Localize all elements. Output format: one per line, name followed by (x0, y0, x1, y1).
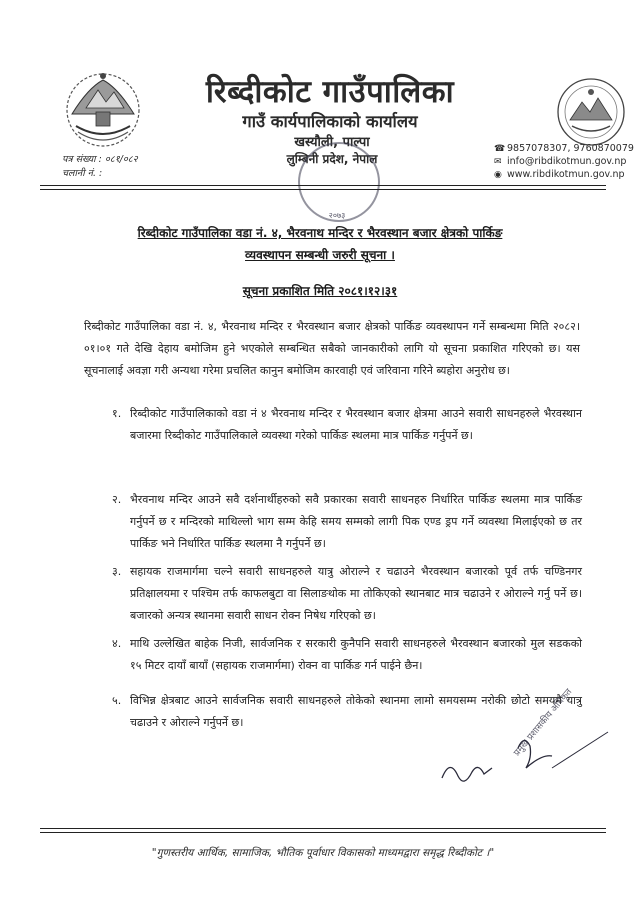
signatory-title: प्रमुख प्रशासकीय अधिकृत (512, 687, 575, 759)
dispatch-number: चलानी नं. : (62, 168, 103, 179)
item-number: ३. (112, 565, 122, 578)
item-number: ४. (112, 637, 122, 650)
contact-email (494, 156, 626, 167)
item-number: ५. (112, 694, 122, 707)
office-name: गाउँ कार्यपालिकाको कार्यालय (242, 112, 418, 131)
phone-text: 9857078307, 9760870079 (507, 143, 634, 154)
contact-phone (494, 143, 634, 154)
reference-number: पत्र संख्या : ०८१/०८२ (62, 154, 138, 165)
item-number: २. (112, 493, 122, 506)
item-text: माथि उल्लेखित बाहेक निजी, सार्वजनिक र सरकारी कुनैपनि सवारी साधनहरुले भैरवस्थान बजारको मुल सडकको १५ मिटर दायाँ बायाँ (सहायक राजमार्गमा) रोक्न वा पार्किङ गर्न पाईने छैन। (130, 637, 582, 672)
address-line-2: लुम्बिनी प्रदेश, नेपाल (286, 152, 378, 166)
website-text: www.ribdikotmun.gov.np (507, 169, 625, 180)
footer-divider (40, 828, 606, 829)
notice-title-line-2: व्यवस्थापन सम्बन्धी जरुरी सूचना । (245, 248, 395, 262)
address-line-1: खस्यौली, पाल्पा (294, 135, 370, 150)
footer-divider-thin (40, 832, 606, 833)
mail-icon: ✉ (494, 157, 502, 167)
item-text: भैरवनाथ मन्दिर आउने सवै दर्शनार्थीहरुको सवै प्रकारका सवारी साधनहरु निर्धारित पार्किङ स्थलमा मात्र पार्किङ गर्नुपर्ने छ र मन्दिरको माथिल्लो भाग सम्म केहि समय सम्मको लागी पिक एण्ड ड्रप गर्ने व्यवस्था मिलाईएको छ तर पार्किङ भने निर्धारित पार्किङ स्थलमा नै गर्नुपर्ने छ। (130, 493, 582, 550)
list-item (112, 403, 582, 447)
header-divider (40, 185, 606, 186)
contact-website (494, 169, 625, 180)
intro-paragraph: रिब्दीकोट गाउँपालिका वडा नं. ४, भैरवनाथ मन्दिर र भैरवस्थान बजार क्षेत्रको पार्किङ व्यवस्थापन गर्ने सम्बन्धमा मिति २०८२।०१।०१ गते देखि देहाय बमोजिम हुने भएकोले सम्बन्धित सबैको जानकारीको लागि यो सूचना प्रकाशित गरिएको छ। यस सूचनालाई अवज्ञा गरी अन्यथा गरेमा प्रचलित कानुन बमोजिम कारवाही एवं जरिवाना गरिने ब्यहोरा अनुरोध छ। (84, 320, 580, 377)
published-date: सूचना प्रकाशित मिति २०८१।१२।३१ (242, 284, 398, 298)
stamp-year: २०७३ (328, 211, 346, 220)
municipality-logo-icon (554, 76, 628, 148)
list-item (112, 561, 582, 627)
email-text: info@ribdikotmun.gov.np (507, 156, 627, 167)
list-item (112, 633, 582, 677)
notice-title-line-1: रिब्दीकोट गाउँपालिका वडा नं. ४, भैरवनाथ मन्दिर र भैरवस्थान बजार क्षेत्रको पार्किङ (137, 226, 503, 240)
footer-slogan: "गुणस्तरीय आर्थिक, सामाजिक, भौतिक पूर्वाधार विकासको माध्यमद्वारा समृद्ध रिब्दीकोट ।" (151, 847, 495, 859)
item-text: विभिन्न क्षेत्रबाट आउने सार्वजनिक सवारी साधनहरुले तोकेको स्थानमा लामो समयसम्म नरोकी छोटो समयमै यात्रु चढाउने र ओराल्ने गर्नुपर्ने छ। (130, 694, 582, 729)
item-text: सहायक राजमार्गमा चल्ने सवारी साधनहरुले यात्रु ओराल्ने र चढाउने भैरवस्थान बजारको पूर्व तर्फ चण्डिनगर प्रतिक्षालयमा र पश्चिम तर्फ काफलबुटा वा सिलाङथोक मा तोकिएको स्थानबाट मात्र चढाउने र ओराल्ने गर्नु पर्ने छ। बजारको अन्यत्र स्थानमा सवारी साधन रोक्न निषेध गरिएको छ। (130, 565, 582, 622)
org-name: रिब्दीकोट गाउँपालिका (205, 74, 455, 110)
item-text: रिब्दीकोट गाउँपालिकाको वडा नं ४ भैरवनाथ मन्दिर र भैरवस्थान बजार क्षेत्रमा आउने सवारी साधनहरुले भैरवस्थान बजारमा रिब्दीकोट गाउँपालिकाले व्यवस्था गरेको पार्किङ स्थलमा मात्र पार्किङ गर्नुपर्ने छ। (130, 407, 582, 442)
nepal-emblem-icon (58, 68, 148, 152)
list-item (112, 489, 582, 555)
item-number: १. (112, 407, 122, 420)
globe-icon: ◉ (494, 170, 502, 180)
header-divider-thin (40, 189, 606, 190)
phone-icon: ☎ (494, 144, 506, 154)
